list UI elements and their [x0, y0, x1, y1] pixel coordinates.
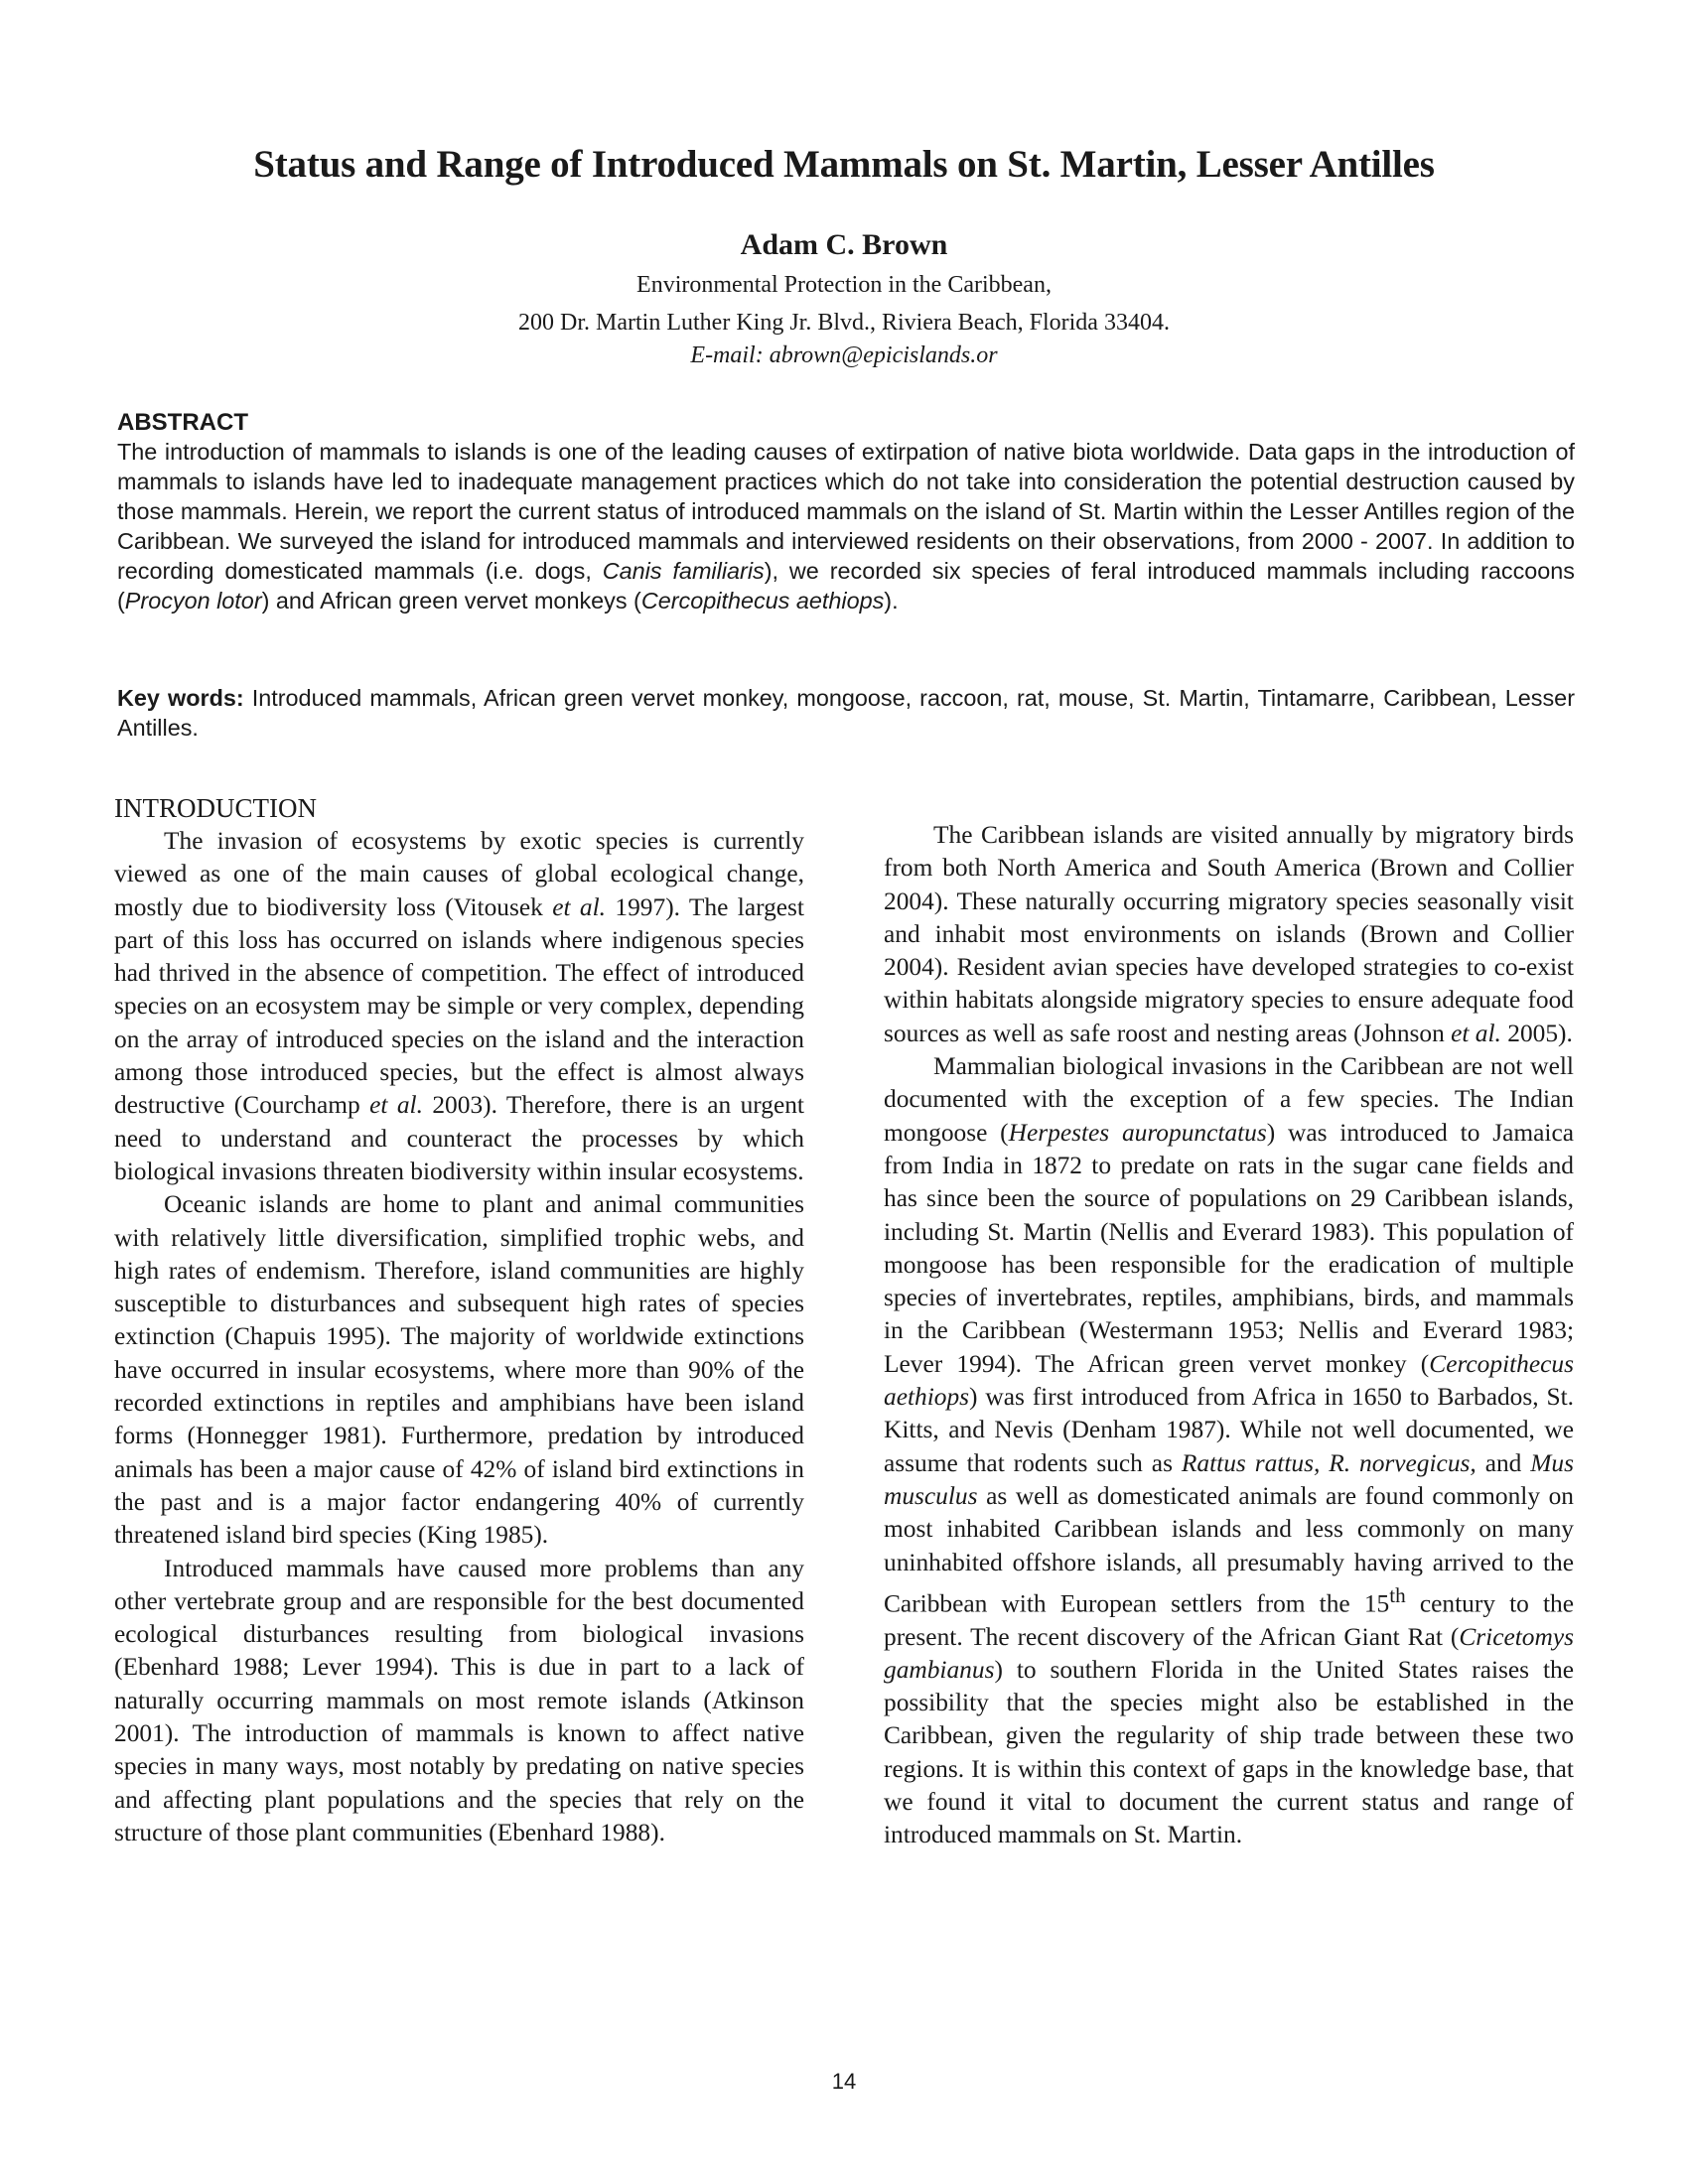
author-name: Adam C. Brown	[740, 228, 948, 261]
abstract-text: ).	[884, 588, 899, 614]
paper-title: Status and Range of Introduced Mammals on St. Martin, Lesser Antilles	[253, 143, 1435, 186]
paragraph	[884, 1050, 1574, 1852]
abstract-species: Cercopithecus aethiops	[640, 588, 885, 614]
abstract-text: The introduction of mammals to islands is one of the leading causes of extirpation of native biota worldwide. Data gaps in the introduction of mammals to islands have led to inadequate management practices which do not take into consideration the potential destruction caused by those mammals. Herein, we report the current status of introduced mammals on the island of St. Martin within the Lesser Antilles region of the Caribbean. We surveyed the island for introduced mammals and interviewed residents on their observations, from 2000 - 2007. In addition to recording domesticated mammals (i.e. dogs,	[117, 439, 1575, 584]
paragraph-text: 2003). Therefore, there is an urgent need to understand and counteract the processes by which biological invasions threaten biodiversity within insular ecosystems.	[114, 1091, 804, 1185]
paragraph-text: 1997). The largest part of this loss has occurred on islands where indigenous species had thrived in the absence of competition. The effect of introduced species on an ecosystem may be simple or very complex, depending on the array of introduced species on the island and the interaction among those introduced species, but the effect is almost always destructive (Courchamp	[114, 892, 804, 1120]
keywords-text: Introduced mammals, African green vervet monkey, mongoose, raccoon, rat, mouse, St. Martin, Tintamarre, Caribbean, Lesser Antilles.	[117, 685, 1575, 741]
left-column	[114, 792, 804, 1849]
paragraph-text: Mammalian biological invasions in the Caribbean are not well documented with the exception of a few species. The Indian mongoose (	[884, 1052, 1574, 1147]
author-email: E-mail: abrown@epicislands.or	[690, 342, 998, 368]
affiliation-line-2: 200 Dr. Martin Luther King Jr. Blvd., Riviera Beach, Florida 33404.	[518, 310, 1170, 336]
paragraph-text: as well as domesticated animals are found commonly on most inhabited Caribbean islands and less commonly on many uninhabited offshore islands, all presumably having arrived to the Caribbean with European settlers from the 15	[884, 1481, 1574, 1618]
paragraph: Introduced mammals have caused more problems than any other vertebrate group and are responsible for the best documented ecological disturbances resulting from biological invasions (Ebenhard 1988; Lever 1994). This is due in part to a lack of naturally occurring mammals on most remote islands (Atkinson 2001). The introduction of mammals is known to affect native species in many ways, most notably by predating on native species and affecting plant populations and the species that rely on the structure of those plant communities (Ebenhard 1988).	[114, 1554, 804, 1846]
affiliation-line-1: Environmental Protection in the Caribbean,	[636, 272, 1052, 298]
species-italic: Cercopithecus aethiops	[884, 1349, 1574, 1412]
citation-italic: et al.	[552, 892, 607, 921]
citation-italic: et al.	[369, 1091, 423, 1120]
abstract	[117, 409, 1575, 615]
abstract-text: ) and African green vervet monkeys (	[261, 588, 641, 614]
paragraph-text: 2005).	[1500, 1019, 1573, 1047]
species-italic: Cricetomys gambianus	[884, 1622, 1574, 1684]
abstract-body	[117, 437, 1575, 615]
species-italic: Herpestes auropunctatus	[1008, 1118, 1267, 1147]
right-column	[884, 819, 1574, 1852]
paragraph	[884, 819, 1574, 1050]
species-italic: Mus musculus	[884, 1448, 1575, 1510]
paragraph-text: The invasion of ecosystems by exotic species is currently viewed as one of the main causes of global ecological change, mostly due to biodiversity loss (Vitousek	[114, 827, 804, 921]
abstract-species: Procyon lotor	[124, 588, 262, 614]
page-number: 14	[831, 2069, 857, 2094]
paragraph-text: ) was first introduced from Africa in 1650 to Barbados, St. Kitts, and Nevis (Denham 1987). While not well documented, we assume that rodents such as	[884, 1383, 1574, 1477]
keywords	[117, 683, 1575, 743]
superscript: th	[1389, 1582, 1406, 1607]
abstract-species: Canis familiaris	[602, 558, 765, 584]
paragraph-text: and	[1476, 1448, 1531, 1477]
paragraph-text: century to the present. The recent discovery of the African Giant Rat (	[884, 1589, 1574, 1651]
paragraph	[114, 825, 804, 1188]
keywords-label: Key words:	[117, 685, 244, 711]
abstract-text: ), we recorded six species of feral introduced mammals including raccoons (	[117, 558, 1575, 614]
abstract-heading: ABSTRACT	[117, 409, 248, 436]
paragraph: Oceanic islands are home to plant and animal communities with relatively little diversification, simplified trophic webs, and high rates of endemism. Therefore, island communities are highly susceptible to disturbances and subsequent high rates of species extinction (Chapuis 1995). The majority of worldwide extinctions have occurred in insular ecosystems, where more than 90% of the recorded extinctions in reptiles and amphibians have been island forms (Honnegger 1981). Furthermore, predation by introduced animals has been a major cause of 42% of island bird extinctions in the past and is a major factor endangering 40% of currently threatened island bird species (King 1985).	[114, 1190, 804, 1550]
species-italic: Rattus rattus, R. norvegicus,	[1181, 1448, 1477, 1477]
citation-italic: et al.	[1451, 1019, 1501, 1047]
paragraph-text: ) to southern Florida in the United States raises the possibility that the species might also be established in the Caribbean, given the regularity of ship trade between these two regions. It is within this context of gaps in the knowledge base, that we found it vital to document the current status and range of introduced mammals on St. Martin.	[884, 1655, 1574, 1849]
paragraph-text: The Caribbean islands are visited annually by migratory birds from both North America and South America (Brown and Collier 2004). These naturally occurring migratory species seasonally visit and inhabit most environments on islands (Brown and Collier 2004). Resident avian species have developed strategies to co-exist within habitats alongside migratory species to ensure adequate food sources as well as safe roost and nesting areas (Johnson	[884, 821, 1574, 1047]
introduction-heading: INTRODUCTION	[114, 793, 317, 823]
paragraph-text: ) was introduced to Jamaica from India in 1872 to predate on rats in the sugar cane fields and has since been the source of populations on 29 Caribbean islands, including St. Martin (Nellis and Everard 1983). This population of mongoose has been responsible for the eradication of multiple species of invertebrates, reptiles, amphibians, birds, and mammals in the Caribbean (Westermann 1953; Nellis and Everard 1983; Lever 1994). The African green vervet monkey (	[884, 1118, 1574, 1378]
